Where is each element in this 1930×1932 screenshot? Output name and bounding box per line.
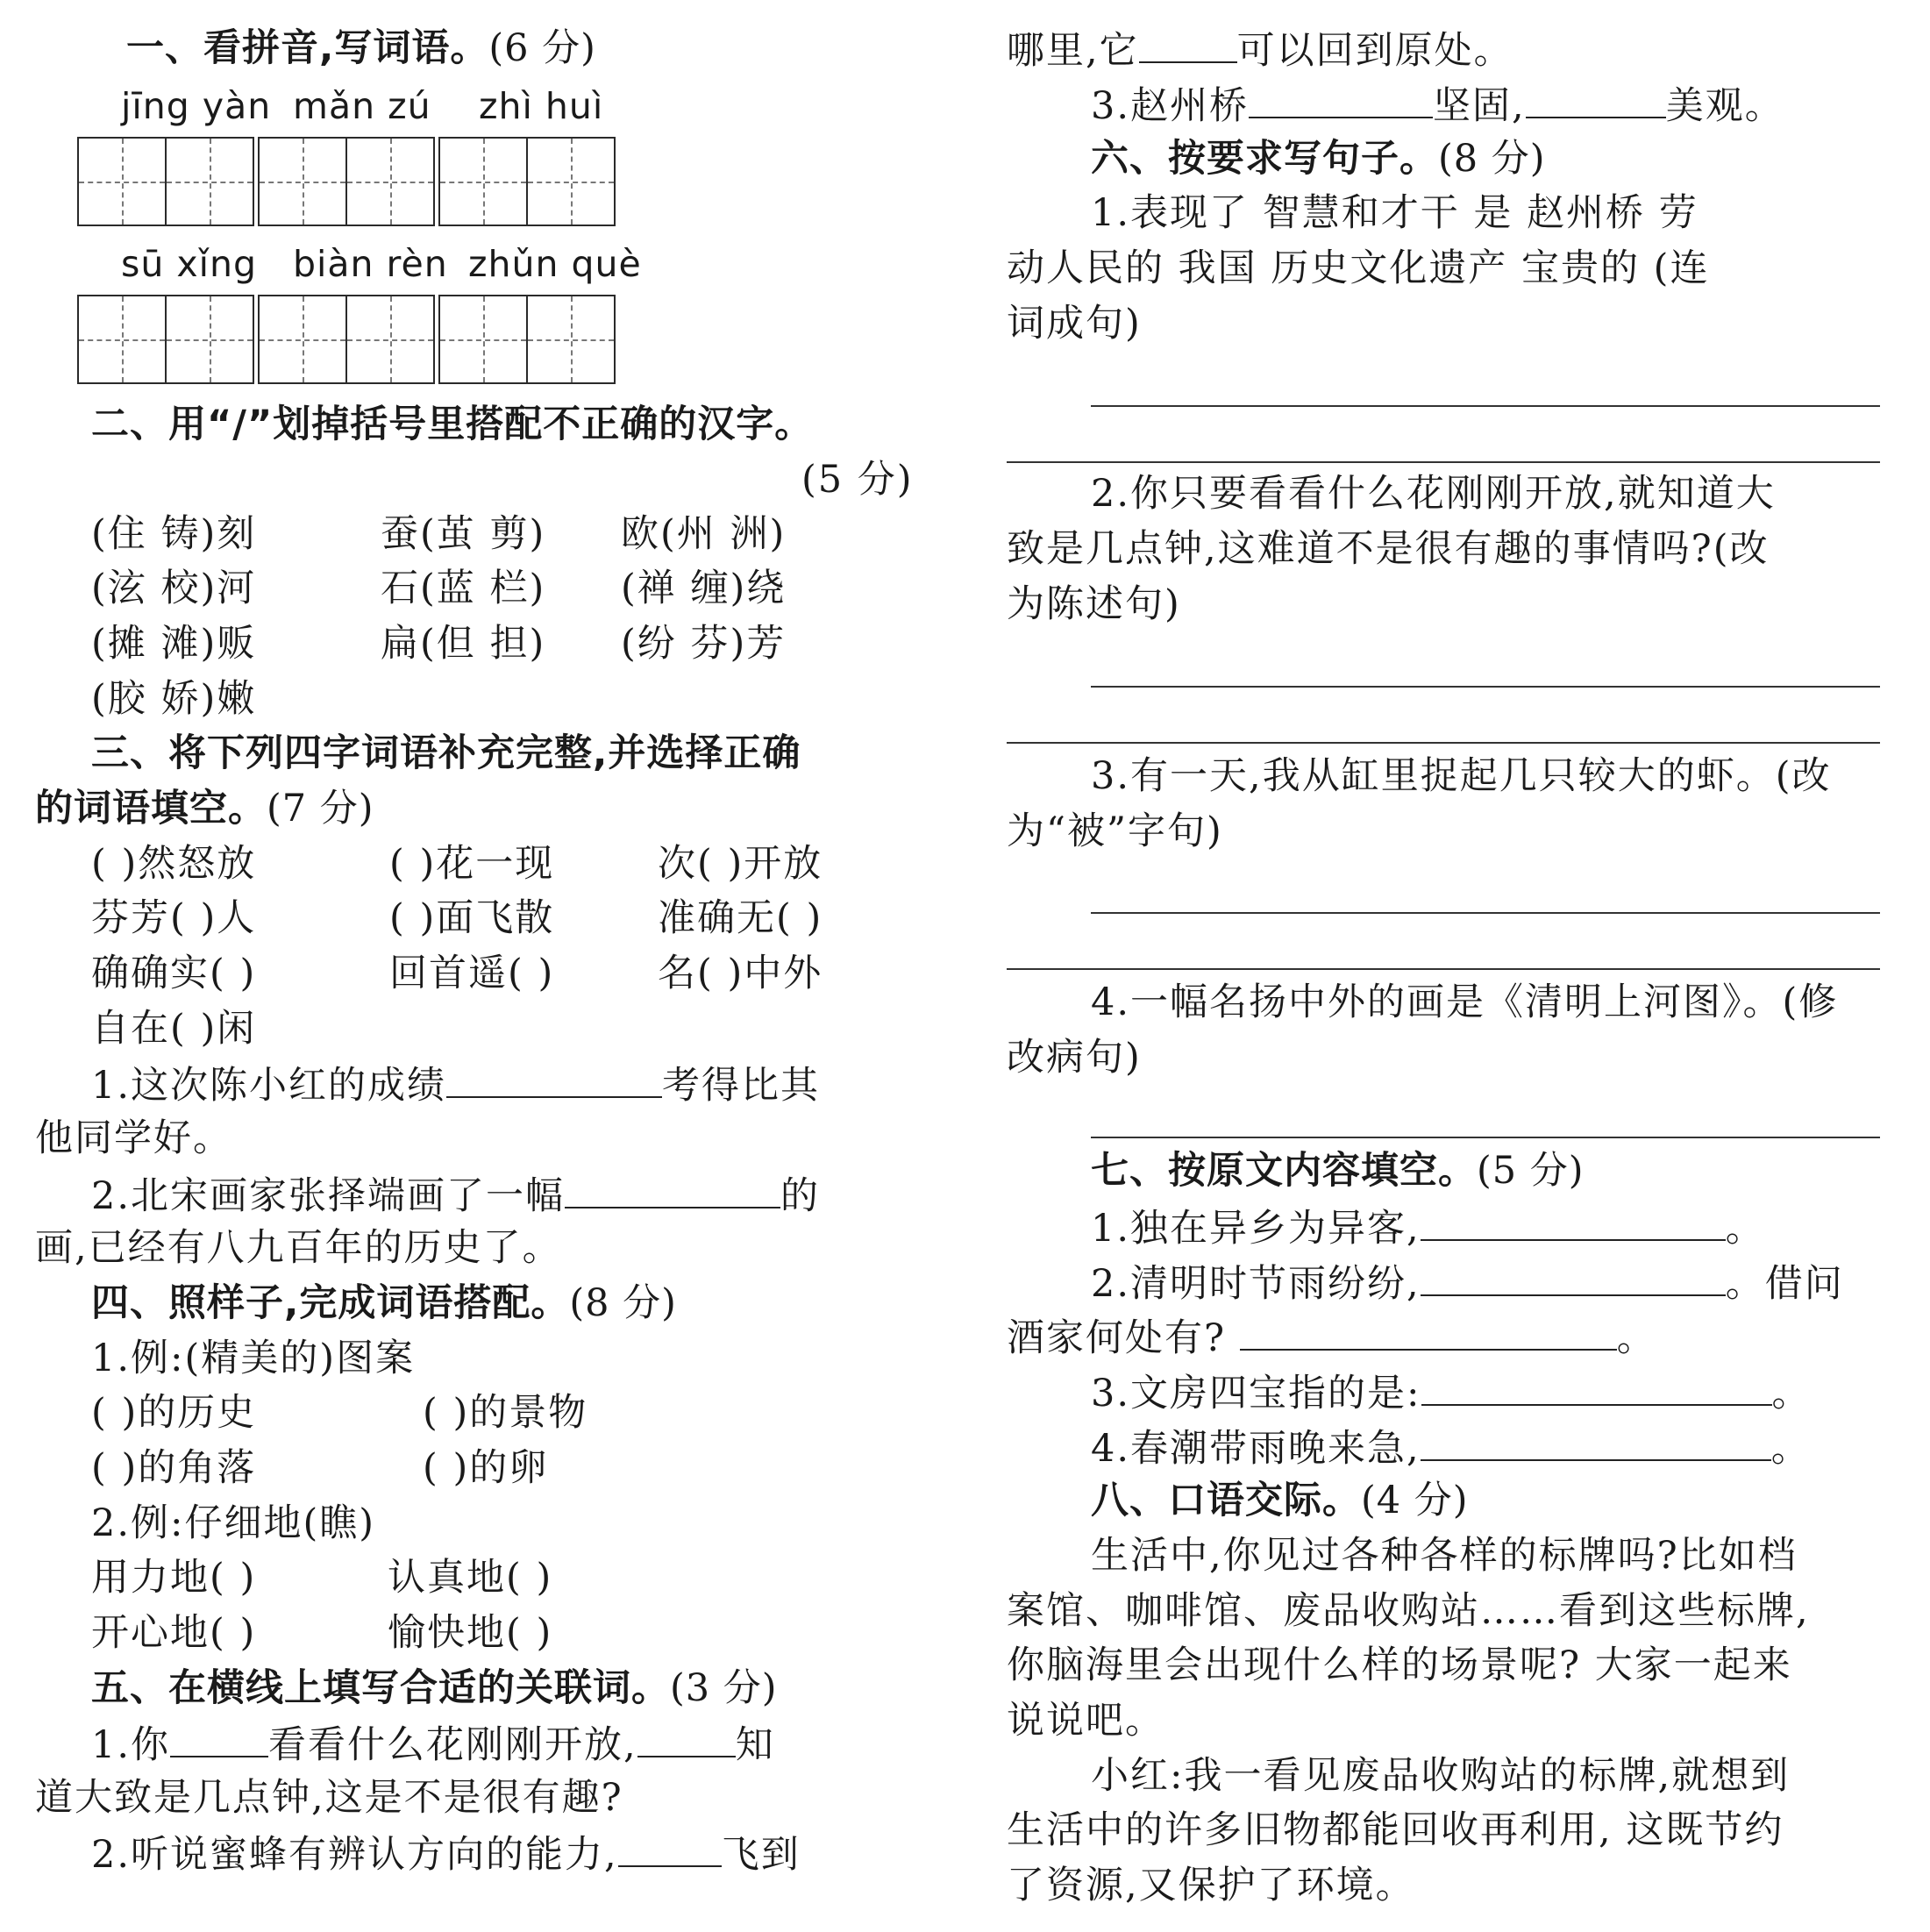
section-1-heading bbox=[126, 23, 596, 74]
pinyin-3: zhì huì bbox=[479, 85, 604, 127]
section-6-heading bbox=[1091, 133, 1546, 184]
s3-idiom[interactable]: 次( )开放 bbox=[658, 842, 823, 886]
s8-paragraph-line: 生活中的许多旧物都能回收再利用, 这既节约 bbox=[1007, 1808, 1784, 1852]
section-4-heading bbox=[91, 1278, 677, 1329]
section-5-points: (3 分) bbox=[670, 1666, 778, 1710]
s3-q1-text: 1.这次陈小红的成绩 bbox=[91, 1064, 447, 1108]
s3-idiom[interactable]: 准确无( ) bbox=[658, 896, 823, 940]
writing-box[interactable] bbox=[258, 295, 347, 384]
s3-idiom[interactable]: ( )然怒放 bbox=[91, 842, 257, 886]
section-5-heading bbox=[91, 1663, 778, 1714]
s7-q2-cont bbox=[1007, 1310, 1656, 1364]
answer-line[interactable] bbox=[1091, 912, 1880, 914]
s4-item[interactable]: 认真地( ) bbox=[388, 1556, 553, 1600]
s5-question-2 bbox=[91, 1827, 801, 1880]
s7-q2-text: 。借问 bbox=[1725, 1262, 1844, 1306]
s2-item[interactable]: (纷 芬)芳 bbox=[621, 622, 787, 666]
s7-q1-text: 1.独在异乡为异客, bbox=[1091, 1207, 1421, 1251]
answer-blank[interactable] bbox=[565, 1168, 780, 1208]
section-7-heading bbox=[1091, 1145, 1585, 1196]
s4-item[interactable]: 愉快地( ) bbox=[388, 1611, 553, 1655]
s4-item[interactable]: 开心地( ) bbox=[91, 1611, 257, 1655]
pinyin-4: sū xǐng bbox=[121, 243, 258, 285]
answer-line[interactable] bbox=[1007, 742, 1880, 744]
s2-item[interactable]: (摊 滩)贩 bbox=[91, 622, 257, 666]
s5-q3-text: 3.赵州桥 bbox=[1091, 84, 1250, 128]
s4-item[interactable]: ( )的景物 bbox=[423, 1391, 588, 1435]
answer-blank[interactable] bbox=[1421, 1256, 1726, 1296]
s3-idiom[interactable]: 名( )中外 bbox=[658, 952, 823, 995]
s3-idiom[interactable]: 回首遥( ) bbox=[389, 952, 555, 995]
s4-example-1: 1.例:(精美的)图案 bbox=[91, 1337, 416, 1380]
writing-box[interactable] bbox=[165, 137, 254, 226]
s8-paragraph-line: 说说吧。 bbox=[1007, 1699, 1164, 1743]
s5-q3-text: 美观。 bbox=[1665, 84, 1784, 128]
s6-q1-line: 词成句) bbox=[1007, 302, 1142, 346]
s8-paragraph-line: 你脑海里会出现什么样的场景呢? 大家一起来 bbox=[1007, 1643, 1792, 1687]
s7-q1-text: 。 bbox=[1725, 1207, 1765, 1251]
s2-item[interactable]: (住 铸)刻 bbox=[91, 512, 257, 556]
section-7-points: (5 分) bbox=[1477, 1149, 1585, 1193]
writing-box[interactable] bbox=[526, 137, 616, 226]
s6-q1-line: 1.表现了 智慧和才干 是 赵州桥 劳 bbox=[1091, 191, 1699, 235]
s3-idiom[interactable]: ( )花一现 bbox=[389, 842, 555, 886]
s7-question-2 bbox=[1091, 1256, 1844, 1309]
s5-q2-cont bbox=[1007, 23, 1513, 76]
section-4-title: 四、照样子,完成词语搭配。 bbox=[91, 1281, 570, 1325]
s5-q3-text: 坚固, bbox=[1433, 84, 1526, 128]
s7-question-1 bbox=[1091, 1201, 1765, 1254]
s7-q4-text: 。 bbox=[1770, 1427, 1811, 1471]
pinyin-5: biàn rèn bbox=[293, 243, 448, 285]
answer-blank[interactable] bbox=[1249, 78, 1433, 118]
writing-box[interactable] bbox=[165, 295, 254, 384]
writing-box[interactable] bbox=[77, 295, 167, 384]
s2-item[interactable]: (禅 缠)绕 bbox=[621, 567, 787, 610]
s7-q3-text: 。 bbox=[1771, 1372, 1812, 1415]
s6-q3-line: 为“被”字句) bbox=[1007, 809, 1223, 853]
s2-item[interactable]: (胶 娇)嫩 bbox=[91, 677, 257, 721]
section-5-title: 五、在横线上填写合适的关联词。 bbox=[91, 1666, 670, 1710]
section-8-points: (4 分) bbox=[1361, 1479, 1469, 1522]
s2-item[interactable]: 欧(州 洲) bbox=[621, 512, 787, 556]
section-3-points: (7 分) bbox=[267, 787, 374, 831]
answer-line[interactable] bbox=[1007, 968, 1880, 970]
writing-box[interactable] bbox=[345, 295, 435, 384]
pinyin-2: mǎn zú bbox=[293, 85, 431, 127]
s8-paragraph-line: 案馆、咖啡馆、废品收购站……看到这些标牌, bbox=[1007, 1589, 1810, 1633]
section-3-heading-cont bbox=[35, 783, 374, 834]
section-1-title: 一、看拼音,写词语。 bbox=[126, 26, 489, 70]
s6-q2-line: 为陈述句) bbox=[1007, 582, 1181, 626]
s6-q2-line: 2.你只要看看什么花刚刚开放,就知道大 bbox=[1091, 472, 1776, 516]
section-2-points: (5 分) bbox=[801, 458, 914, 502]
answer-line[interactable] bbox=[1091, 405, 1880, 407]
s5-q2-text: 2.听说蜜蜂有辨认方向的能力, bbox=[91, 1833, 618, 1877]
s8-paragraph-line: 生活中,你见过各种各样的标牌吗?比如档 bbox=[1091, 1534, 1798, 1578]
answer-blank[interactable] bbox=[1240, 1310, 1617, 1351]
section-7-title: 七、按原文内容填空。 bbox=[1091, 1149, 1477, 1193]
section-8-heading bbox=[1091, 1475, 1469, 1526]
s4-item[interactable]: ( )的卵 bbox=[423, 1446, 549, 1490]
s5-q2-text: 飞到 bbox=[721, 1833, 801, 1877]
writing-box[interactable] bbox=[526, 295, 616, 384]
s5-q1-text: 1.你 bbox=[91, 1723, 171, 1767]
answer-blank[interactable] bbox=[637, 1717, 736, 1757]
s4-item[interactable]: ( )的角落 bbox=[91, 1446, 257, 1490]
s5-q2-text: 可以回到原处。 bbox=[1236, 29, 1513, 73]
s8-paragraph-line: 小红:我一看见废品收购站的标牌,就想到 bbox=[1091, 1754, 1791, 1798]
s6-q3-line: 3.有一天,我从缸里捉起几只较大的虾。(改 bbox=[1091, 754, 1832, 798]
s5-question-1 bbox=[91, 1717, 775, 1771]
s2-item[interactable]: (泫 校)河 bbox=[91, 567, 257, 610]
s4-item[interactable]: ( )的历史 bbox=[91, 1391, 257, 1435]
s6-q4-line: 改病句) bbox=[1007, 1036, 1142, 1080]
s2-item[interactable]: 蚕(茧 剪) bbox=[381, 512, 546, 556]
writing-box[interactable] bbox=[77, 137, 167, 226]
s2-item[interactable]: 石(蓝 栏) bbox=[381, 567, 546, 610]
s7-q2-text: 2.清明时节雨纷纷, bbox=[1091, 1262, 1421, 1306]
answer-line[interactable] bbox=[1091, 686, 1880, 688]
s6-q2-line: 致是几点钟,这难道不是很有趣的事情吗?(改 bbox=[1007, 527, 1770, 571]
answer-blank[interactable] bbox=[618, 1827, 722, 1867]
s3-q2-cont: 画,已经有八九百年的历史了。 bbox=[35, 1226, 562, 1270]
section-6-points: (8 分) bbox=[1438, 137, 1546, 181]
s3-q2-text: 的 bbox=[780, 1174, 821, 1218]
s3-question-2 bbox=[91, 1168, 820, 1222]
section-2-title: 二、用“/”划掉括号里搭配不正确的汉字。 bbox=[91, 403, 814, 446]
s3-idiom[interactable]: 自在( )闲 bbox=[91, 1007, 257, 1051]
writing-box[interactable] bbox=[258, 137, 347, 226]
s5-question-3 bbox=[1091, 78, 1784, 132]
s4-example-2: 2.例:仔细地(瞧) bbox=[91, 1501, 376, 1545]
s5-q1-text: 看看什么花刚刚开放, bbox=[268, 1723, 637, 1767]
s7-question-4 bbox=[1091, 1421, 1811, 1474]
section-8-title: 八、口语交际。 bbox=[1091, 1479, 1361, 1522]
s3-idiom[interactable]: ( )面飞散 bbox=[389, 896, 555, 940]
answer-blank[interactable] bbox=[170, 1717, 268, 1757]
s7-q2-text: 。 bbox=[1616, 1316, 1656, 1360]
answer-blank[interactable] bbox=[1526, 78, 1666, 118]
s3-q1-cont: 他同学好。 bbox=[35, 1116, 232, 1160]
section-1-points: (6 分) bbox=[488, 26, 596, 70]
answer-line[interactable] bbox=[1091, 1137, 1880, 1138]
s7-q4-text: 4.春潮带雨晚来急, bbox=[1091, 1427, 1421, 1471]
s3-idiom[interactable]: 确确实( ) bbox=[91, 952, 257, 995]
writing-box[interactable] bbox=[438, 295, 528, 384]
s6-q1-line: 动人民的 我国 历史文化遗产 宝贵的 (连 bbox=[1007, 246, 1710, 290]
s7-q3-text: 3.文房四宝指的是: bbox=[1091, 1372, 1421, 1415]
s7-question-3 bbox=[1091, 1365, 1812, 1419]
s6-q4-line: 4.一幅名扬中外的画是《清明上河图》。(修 bbox=[1091, 980, 1839, 1024]
s2-item[interactable]: 扁(但 担) bbox=[381, 622, 546, 666]
section-6-title: 六、按要求写句子。 bbox=[1091, 137, 1438, 181]
answer-line[interactable] bbox=[1007, 461, 1880, 463]
s3-q1-text: 考得比其 bbox=[662, 1064, 821, 1108]
s5-q1-text: 知 bbox=[735, 1723, 775, 1767]
s5-q1-cont: 道大致是几点钟,这是不是很有趣? bbox=[35, 1776, 623, 1820]
s7-q2-text: 酒家何处有? bbox=[1007, 1316, 1227, 1360]
answer-blank[interactable] bbox=[1421, 1421, 1771, 1461]
section-4-points: (8 分) bbox=[569, 1281, 677, 1325]
writing-box[interactable] bbox=[345, 137, 435, 226]
answer-blank[interactable] bbox=[1421, 1365, 1772, 1406]
s5-q2-text: 哪里,它 bbox=[1007, 29, 1139, 73]
s8-paragraph-line: 了资源,又保护了环境。 bbox=[1007, 1864, 1415, 1907]
writing-box[interactable] bbox=[438, 137, 528, 226]
section-3-title: 三、将下列四字词语补充完整,并选择正确 bbox=[91, 731, 801, 775]
s3-q2-text: 2.北宋画家张择端画了一幅 bbox=[91, 1174, 566, 1218]
section-3-title-cont: 的词语填空。 bbox=[35, 787, 267, 831]
s3-question-1 bbox=[91, 1058, 820, 1111]
answer-blank[interactable] bbox=[1139, 23, 1237, 63]
s3-idiom[interactable]: 芬芳( )人 bbox=[91, 896, 257, 940]
pinyin-1: jīng yàn bbox=[121, 85, 272, 127]
s4-item[interactable]: 用力地( ) bbox=[91, 1556, 257, 1600]
answer-blank[interactable] bbox=[1421, 1201, 1726, 1241]
pinyin-6: zhǔn què bbox=[468, 243, 642, 285]
answer-blank[interactable] bbox=[446, 1058, 662, 1098]
